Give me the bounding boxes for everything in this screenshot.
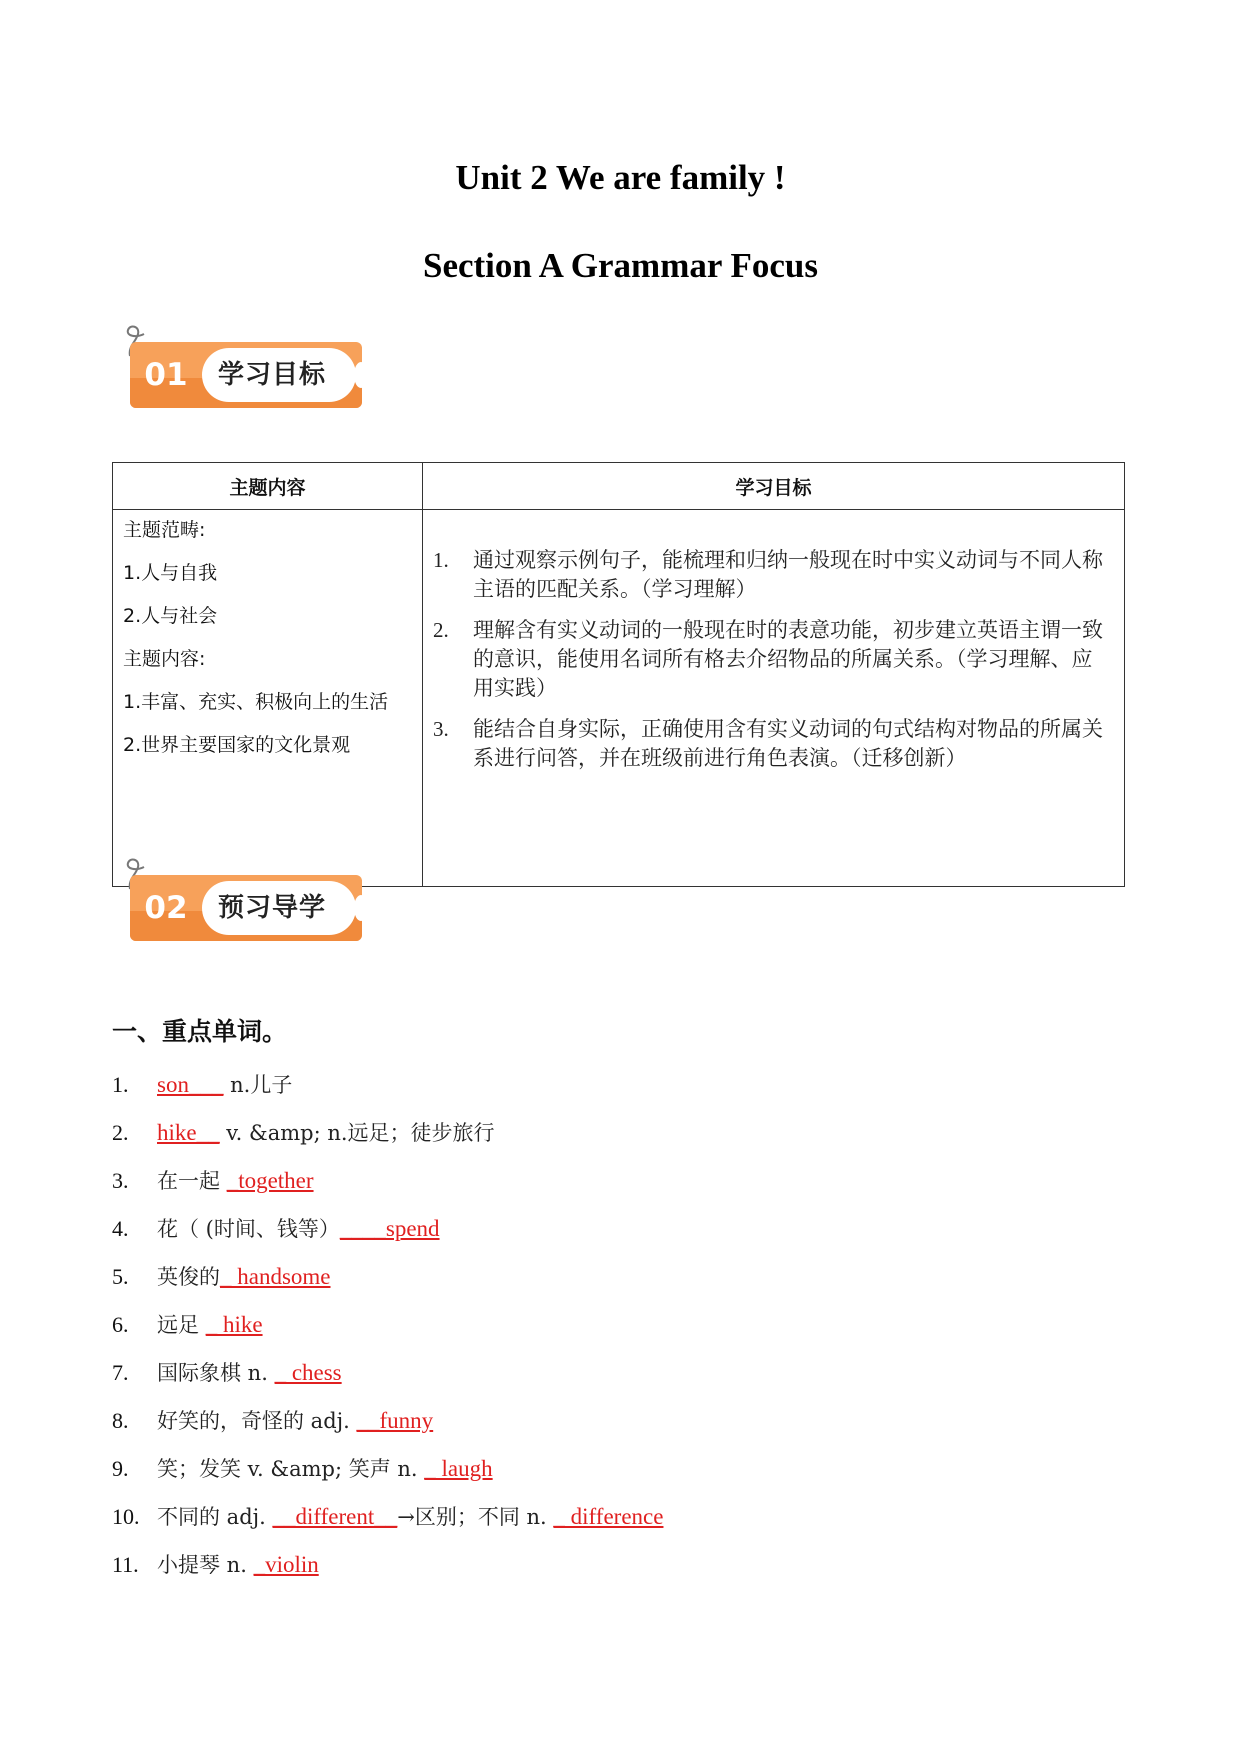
goal-number: 3. xyxy=(433,717,449,741)
vocab-answer: __funny xyxy=(356,1408,434,1433)
vocab-prompt: 好笑的，奇怪的 adj. xyxy=(157,1409,357,1433)
badge-notch xyxy=(354,362,368,388)
vocab-index: 1. xyxy=(112,1072,129,1097)
section-badge-goals xyxy=(122,320,362,410)
vocab-index: 3. xyxy=(112,1168,129,1193)
vocab-answer: _violin xyxy=(253,1552,319,1577)
vocab-item xyxy=(112,1308,1112,1356)
badge-number: 01 xyxy=(144,357,188,393)
vocab-index: 4. xyxy=(112,1216,129,1241)
vocab-answer: _ hike xyxy=(205,1312,263,1337)
table-header-topic: 主题内容 xyxy=(113,463,423,510)
vocab-index: 8. xyxy=(112,1408,129,1433)
content-item: 1.丰富、充实、积极向上的生活 xyxy=(123,691,389,713)
goal-item xyxy=(433,715,1110,773)
vocab-item xyxy=(112,1548,1112,1596)
theme-item: 2.人与社会 xyxy=(123,605,218,627)
vocab-prompt: 小提琴 n. xyxy=(157,1553,254,1577)
vocab-item xyxy=(112,1260,1112,1308)
vocab-index: 9. xyxy=(112,1456,129,1481)
goals-cell xyxy=(423,510,1125,887)
vocab-answer: _ laugh xyxy=(424,1456,493,1481)
vocab-prompt: 不同的 adj. xyxy=(157,1505,273,1529)
vocab-heading: 一、重点单词。 xyxy=(112,1017,288,1046)
section-title: Section A Grammar Focus xyxy=(422,246,818,285)
badge-notch xyxy=(354,895,368,921)
vocab-index: 11. xyxy=(112,1552,139,1577)
unit-title: Unit 2 We are family ! xyxy=(455,158,786,197)
badge-label: 学习目标 xyxy=(202,348,356,402)
table-header-goal: 学习目标 xyxy=(423,463,1125,510)
vocab-prompt-2: →区别；不同 n. xyxy=(397,1505,554,1529)
vocab-item xyxy=(112,1068,1112,1116)
vocab-index: 7. xyxy=(112,1360,129,1385)
vocab-answer: son___ xyxy=(157,1072,224,1097)
goal-text: 通过观察示例句子，能梳理和归纳一般现在时中实义动词与不同人称主语的匹配关系。（学习理解） xyxy=(473,548,1103,601)
vocab-answer: _ chess xyxy=(274,1360,342,1385)
vocab-item xyxy=(112,1212,1112,1260)
vocab-prompt: 国际象棋 n. xyxy=(157,1361,275,1385)
vocab-answer: _together xyxy=(226,1168,314,1193)
vocab-item xyxy=(112,1356,1112,1404)
goal-item xyxy=(433,616,1110,703)
vocab-prompt: 英俊的 xyxy=(157,1265,220,1289)
vocab-item xyxy=(112,1452,1112,1500)
learning-goals-table xyxy=(112,462,1125,887)
vocab-prompt: 花（ (时间、钱等） xyxy=(157,1217,340,1241)
vocab-answer: _ handsome xyxy=(220,1264,331,1289)
theme-item: 1.人与自我 xyxy=(123,562,218,584)
vocab-item xyxy=(112,1116,1112,1164)
vocab-prompt: 在一起 xyxy=(157,1169,227,1193)
vocab-answer: __different__ xyxy=(272,1504,398,1529)
topic-cell xyxy=(113,510,423,887)
vocab-index: 2. xyxy=(112,1120,129,1145)
vocab-prompt: n.儿子 xyxy=(223,1073,293,1097)
content-item: 2.世界主要国家的文化景观 xyxy=(123,734,351,756)
vocab-list xyxy=(112,1068,1112,1596)
vocab-prompt: 远足 xyxy=(157,1313,206,1337)
goal-text: 理解含有实义动词的一般现在时的表意功能，初步建立英语主谓一致的意识，能使用名词所有格去介绍物品的所属关系。（学习理解、应用实践） xyxy=(473,618,1103,700)
vocab-item xyxy=(112,1404,1112,1452)
badge-number: 02 xyxy=(144,890,188,926)
vocab-prompt: 笑；发笑 v. &amp; 笑声 n. xyxy=(157,1457,425,1481)
section-badge-preview xyxy=(122,853,362,943)
vocab-item xyxy=(112,1500,1112,1548)
vocab-answer-2: _ difference xyxy=(553,1504,664,1529)
goals-list xyxy=(433,546,1110,773)
vocab-item xyxy=(112,1164,1112,1212)
theme-label: 主题范畴: xyxy=(123,519,206,541)
vocab-index: 5. xyxy=(112,1264,129,1289)
content-label: 主题内容: xyxy=(123,648,206,670)
vocab-prompt: v. &amp; n.远足；徒步旅行 xyxy=(219,1121,495,1145)
goal-number: 1. xyxy=(433,548,449,572)
vocab-index: 6. xyxy=(112,1312,129,1337)
vocab-answer: ____spend xyxy=(339,1216,440,1241)
goal-text: 能结合自身实际，正确使用含有实义动词的句式结构对物品的所属关系进行问答，并在班级前进行角色表演。（迁移创新） xyxy=(473,717,1103,770)
badge-label: 预习导学 xyxy=(202,881,356,935)
goal-item xyxy=(433,546,1110,604)
vocab-index: 10. xyxy=(112,1504,140,1529)
goal-number: 2. xyxy=(433,618,449,642)
vocab-answer: hike__ xyxy=(157,1120,220,1145)
